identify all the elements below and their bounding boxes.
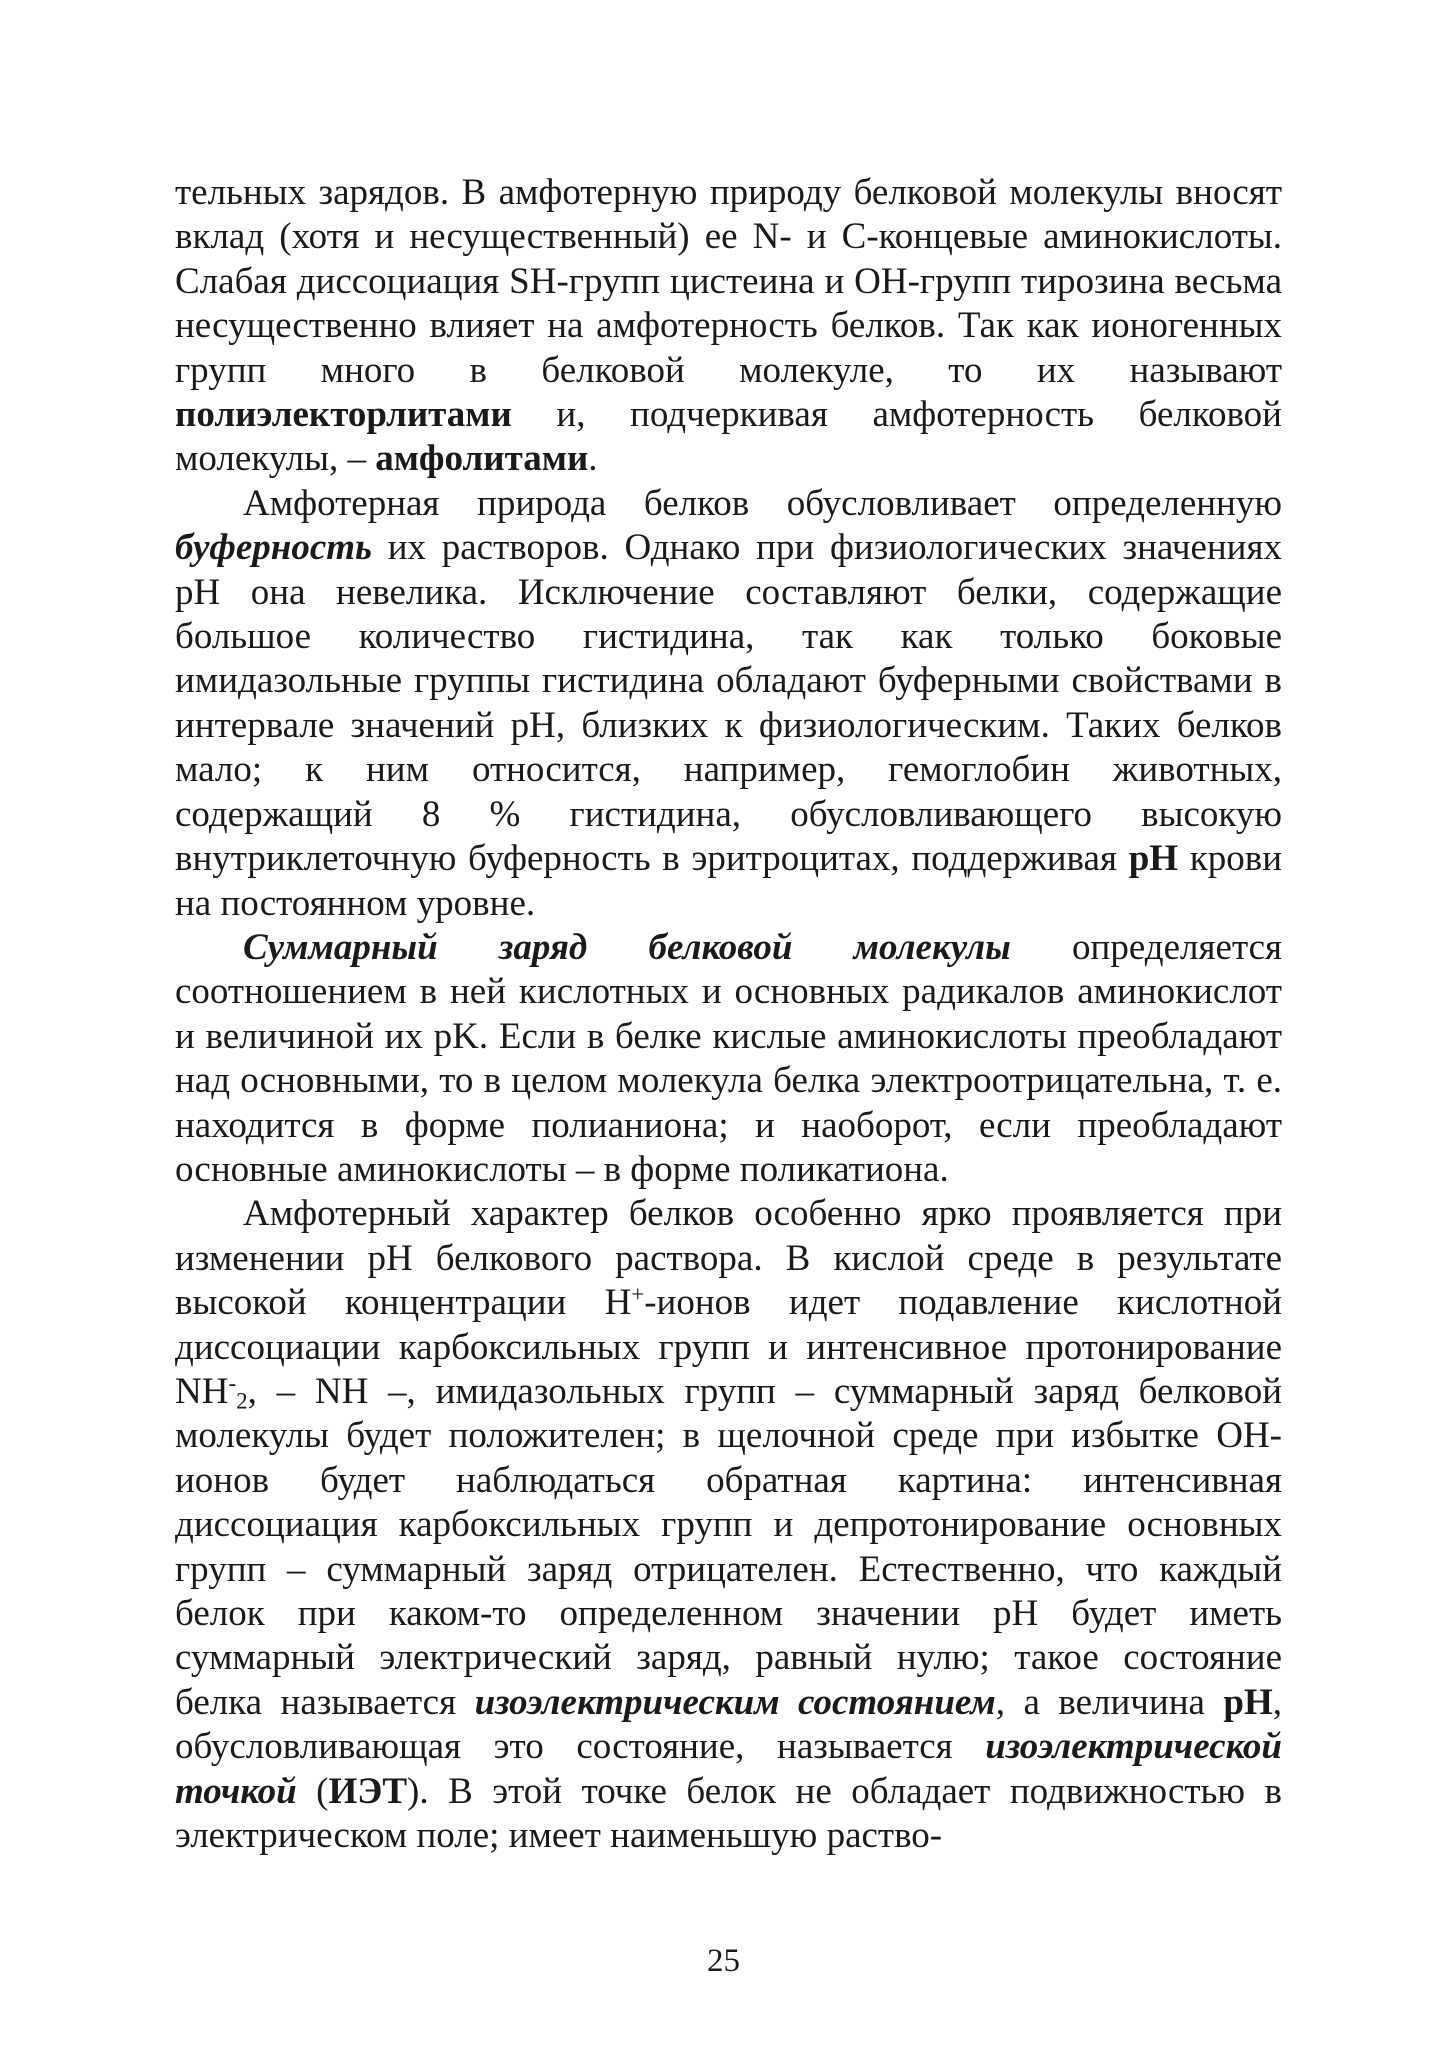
text-run: крови на постоянном уровне. xyxy=(175,838,1282,924)
text-run: Амфотерная природа белков обусловливает определенную xyxy=(243,482,1282,524)
paragraph xyxy=(175,926,1282,1192)
bold-text-run: pH xyxy=(1128,838,1179,880)
text-run: -ионов идет подавление кислотной диссоциации карбоксильных групп и интенсивное протонирование NH xyxy=(175,1282,1282,1412)
bold-text-run: амфолитами xyxy=(375,438,589,480)
text-run: их растворов. Однако при физиологических значениях pH она невелика. Исключение составляют белки, содержащие большое количество гистидина, так как только боковые имидазольные группы гистидина обладают буферными свойствами в интервале значений pH, близких к физиологическим. Таких белков мало; к ним относится, например, гемоглобин животных, содержащий 8 % гистидина, обусловливающего высокую внутриклеточную буферность в эритроцитах, поддерживая xyxy=(175,527,1282,880)
sup-text-run: - xyxy=(228,1370,237,1396)
text-run: , а величина xyxy=(995,1681,1224,1723)
text-run: и, подчеркивая амфотерность белковой молекулы, – xyxy=(175,394,1282,480)
text-run: ). В этой точке белок не обладает подвижностью в электрическом поле; имеет наименьшую раство- xyxy=(175,1770,1282,1857)
paragraph xyxy=(175,1192,1282,1858)
sub-text-run: 2 xyxy=(236,1388,248,1414)
text-run: ( xyxy=(296,1770,329,1812)
bold-italic-text-run: буферность xyxy=(175,527,372,569)
bold-italic-text-run: Суммарный заряд белковой молекулы xyxy=(243,926,1011,968)
sup-text-run: + xyxy=(631,1281,645,1307)
text-run: , обусловливающая это состояние, называется xyxy=(175,1681,1283,1768)
text-run: . xyxy=(588,438,598,480)
bold-text-run: ИЭТ xyxy=(328,1770,408,1812)
page-number: 25 xyxy=(707,1943,740,1979)
bold-italic-text-run: изоэлектрическим состоянием xyxy=(474,1681,996,1723)
text-run: Амфотерный характер белков особенно ярко проявляется при изменении pH белкового раствора. В кислой среде в результате высокой концентрации H xyxy=(175,1193,1282,1324)
text-run: определяется соотношением в ней кислотных и основных радикалов аминокислот и величиной их pK. Если в белке кислые аминокислоты преобладают над основными, то в целом молекула белка электроотрицательна, т. е. находится в форме полианиона; и наоборот, если преобладают основные аминокислоты – в форме поликатиона. xyxy=(175,926,1283,1190)
bold-text-run: pH xyxy=(1223,1681,1273,1723)
paragraph xyxy=(175,482,1282,926)
body-text xyxy=(175,171,1282,1858)
text-run: , – NH –, имидазольных групп – суммарный заряд белковой молекулы будет положителен; в щелочной среде при избытке OH-ионов будет наблюдаться обратная картина: интенсивная диссоциация карбоксильных групп и депротонирование основных групп – суммарный заряд отрицателен. Естественно, что каждый белок при каком-то определенном значении pH будет иметь суммарный электрический заряд, равный нулю; такое состояние белка называется xyxy=(175,1370,1282,1723)
text-run: тельных зарядов. В амфотерную природу белковой молекулы вносят вклад (хотя и несущественный) ее N- и С-концевые аминокислоты. Слабая диссоциация SH-групп цистеина и OH-групп тирозина весьма несущественно влияет на амфотерность белков. Так как ионогенных групп много в белковой молекуле, то их называют xyxy=(175,172,1282,391)
paragraph xyxy=(175,171,1282,482)
bold-italic-text-run: изоэлектрической точкой xyxy=(175,1726,1282,1812)
bold-text-run: полиэлекторлитами xyxy=(175,394,512,436)
